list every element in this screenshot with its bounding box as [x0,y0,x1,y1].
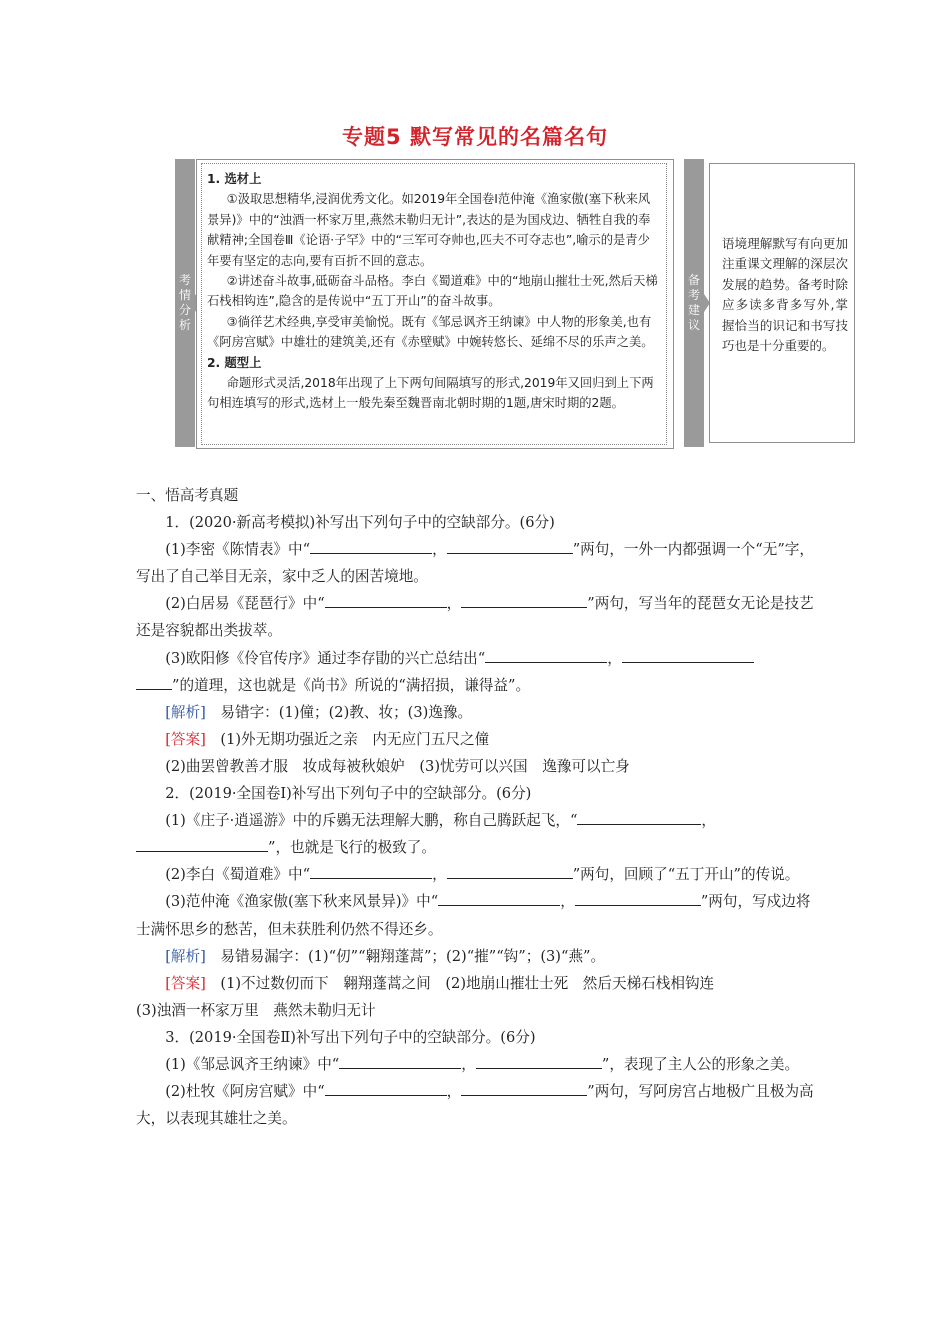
q1-head: 1．(2020·新高考模拟)补写出下列句子中的空缺部分。(6分) [165,514,555,532]
analysis-point-2: ②讲述奋斗故事,砥砺奋斗品格。李白《蜀道难》中的“地崩山摧壮士死,然后天梯石栈相钩连”,隐含的是传说中“五丁开山”的奋斗故事。 [207,274,658,309]
q1-answer: [答案] (1)外无期功强近之亲 内无应门五尺之僮 [165,730,490,748]
analysis-point-1: ①汲取思想精华,浸润优秀文化。如2019年全国卷Ⅰ范仲淹《渔家傲(塞下秋来风景异)》中的“浊酒一杯家万里,燕然未勒归无计”,表达的是为国戍边、牺牲自我的奉献精神;全国卷Ⅲ《论语·子罕》中的“三军可夺帅也,匹夫不可夺志也”,喻示的是青少年要有坚定的志向,要有百折不回的意志。 [207,192,651,268]
q2-answer-cont: (3)浊酒一杯家万里 燕然未勒归无计 [136,1001,376,1019]
q1-part-1: (1)李密《陈情表》中“ ， ”两句，一外一内都强调一个“无”字，写出了自己举目无亲，家中乏人的困苦境地。 [136,541,814,586]
analysis-point-4: 命题形式灵活,2018年出现了上下两句间隔填写的形式,2019年又回归到上下两句相连填写的形式,选材上一般先秦至魏晋南北朝时期的1题,唐宋时期的2题。 [207,376,654,411]
suggestion-sidebar [684,159,704,447]
q1-part-2: (2)白居易《琵琶行》中“ ， ”两句，写当年的琵琶女无论是技艺还是容貌都出类拔萃。 [136,595,814,640]
suggestion-sidebar-label: 备考建议 [687,273,700,332]
q2-analysis: [解析] 易错易漏字：(1)“仞”“翱翔蓬蒿”；(2)“摧”“钩”；(3)“燕”。 [165,947,606,965]
q2-part-2: (2)李白《蜀道难》中“ ， ”两句，回顾了“五丁开山”的传说。 [165,866,800,884]
q3-part-1: (1)《邹忌讽齐王纳谏》中“ ， ”，表现了主人公的形象之美。 [165,1055,800,1073]
q1-part-3: (3)欧阳修《伶官传序》通过李存勖的兴亡总结出“ ， ”的道理，这也就是《尚书》所说的“满招损，谦得益”。 [136,645,814,699]
q3-part-2: (2)杜牧《阿房宫赋》中“ ， ”两句，写阿房宫占地极广且极为高大，以表现其雄壮之美。 [136,1083,814,1128]
analysis-heading-2: 2. 题型上 [207,355,262,370]
section-heading: 一、悟高考真题 [136,487,239,504]
analysis-content [201,163,667,445]
q2-answer: [答案] (1)不过数仞而下 翱翔蓬蒿之间 (2)地崩山摧壮士死 然后天梯石栈相钩连 [165,974,715,992]
q3-head: 3．(2019·全国卷Ⅱ)补写出下列句子中的空缺部分。(6分) [165,1028,536,1046]
page-title: 专题5 默写常见的名篇名句 [342,125,608,149]
analysis-sidebar-label: 考情分析 [178,273,191,332]
analysis-sidebar [175,159,195,447]
analysis-point-3: ③徜徉艺术经典,享受审美愉悦。既有《邹忌讽齐王纳谏》中人物的形象美,也有《阿房宫赋》中雄壮的建筑美,还有《赤壁赋》中婉转悠长、延绵不尽的乐声之美。 [207,314,654,350]
q2-head: 2．(2019·全国卷Ⅰ)补写出下列句子中的空缺部分。(6分) [165,785,532,803]
q1-answer-cont: (2)曲罢曾教善才服 妆成每被秋娘妒 (3)忧劳可以兴国 逸豫可以亡身 [165,757,630,775]
q1-analysis: [解析] 易错字：(1)僮；(2)教、妆；(3)逸豫。 [165,703,473,721]
q2-part-1: (1)《庄子·逍遥游》中的斥鷃无法理解大鹏，称自己腾跃起飞，“ ， ”，也就是飞行的极致了。 [136,807,814,861]
suggestion-content: 语境理解默写有向更加注重课文理解的深层次发展的趋势。备考时除应多读多背多写外,掌握恰当的识记和书写技巧也是十分重要的。 [709,163,855,443]
analysis-heading-1: 1. 选材上 [207,172,262,186]
q2-part-3: (3)范仲淹《渔家傲(塞下秋来风景异)》中“ ， ”两句，写戍边将士满怀思乡的愁苦，但未获胜利仍然不得还乡。 [136,893,811,938]
main-body [136,482,814,1132]
